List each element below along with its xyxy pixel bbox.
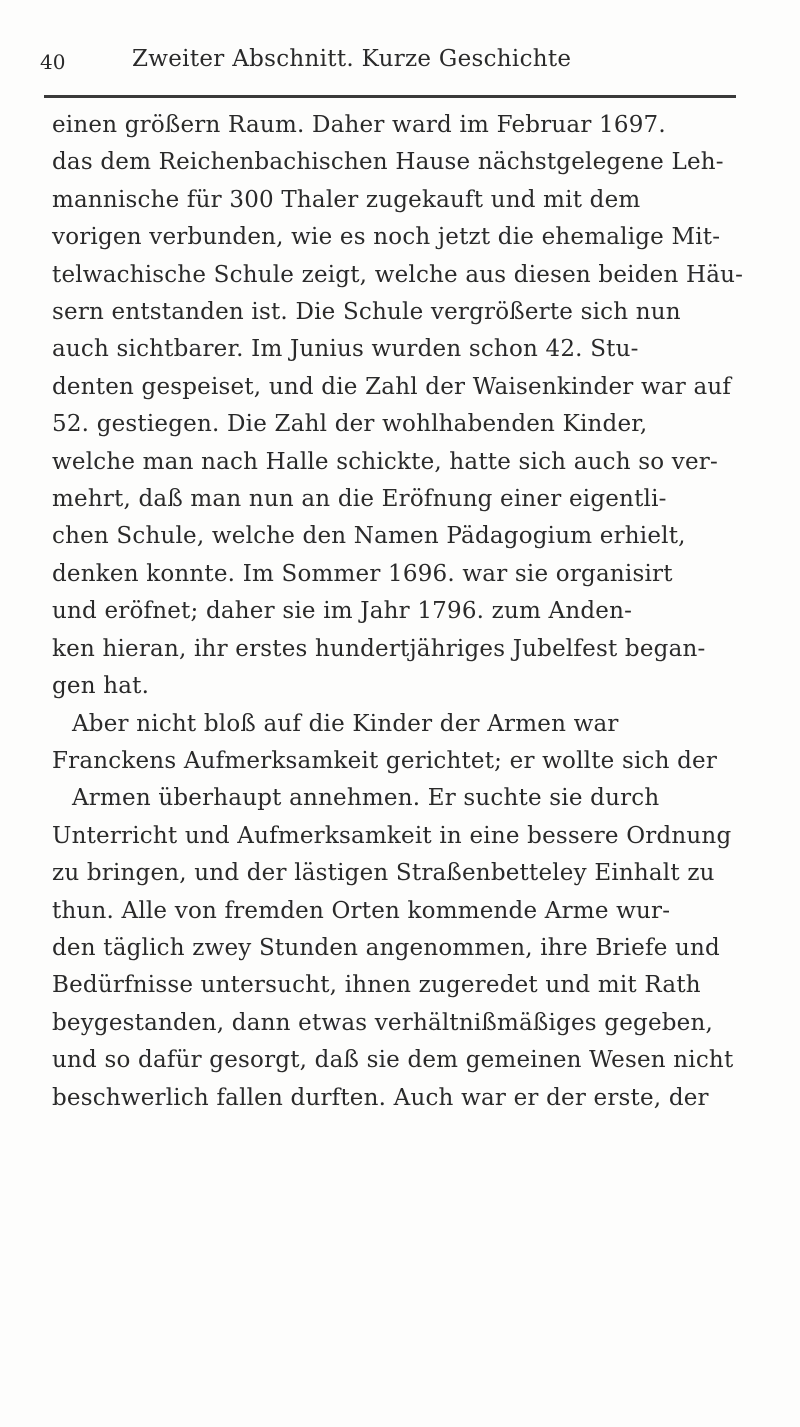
text-line: beschwerlich fallen durften. Auch war er der erste, der — [52, 1084, 709, 1111]
text-line: Franckens Aufmerksamkeit gerichtet; er wollte sich der — [52, 747, 718, 774]
text-line: mehrt, daß man nun an die Eröfnung einer eigentli- — [52, 486, 667, 513]
text-line: gen hat. — [52, 673, 150, 700]
text-line: den täglich zwey Stunden angenommen, ihre Briefe und — [52, 934, 720, 961]
text-line: sern entstanden ist. Die Schule vergrößerte sich nun — [52, 299, 681, 326]
text-line: denken konnte. Im Sommer 1696. war sie organisirt — [52, 560, 673, 587]
paragraph-start-line: Aber nicht bloß auf die Kinder der Armen war — [72, 710, 619, 737]
body-text — [52, 107, 742, 1117]
text-line: chen Schule, welche den Namen Pädagogium erhielt, — [52, 523, 686, 550]
text-line: welche man nach Halle schickte, hatte sich auch so ver- — [52, 448, 718, 475]
text-line: zu bringen, und der lästigen Straßenbetteley Einhalt zu — [52, 860, 715, 887]
header-rule — [44, 95, 736, 98]
text-line: das dem Reichenbachischen Hause nächstgelegene Leh- — [52, 149, 724, 176]
text-line: und eröfnet; daher sie im Jahr 1796. zum Anden- — [52, 598, 633, 625]
text-line: einen größern Raum. Daher ward im Februar 1697. — [52, 112, 666, 138]
text-line: Unterricht und Aufmerksamkeit in eine bessere Ordnung — [52, 822, 732, 849]
page-number: 40 — [40, 50, 66, 74]
text-line: telwachische Schule zeigt, welche aus diesen beiden Häu- — [52, 261, 744, 288]
text-line: mannische für 300 Thaler zugekauft und mit dem — [52, 186, 641, 213]
text-line: Armen überhaupt annehmen. Er suchte sie durch — [72, 785, 660, 812]
text-line: thun. Alle von fremden Orten kommende Arme wur- — [52, 897, 671, 924]
running-head — [40, 46, 740, 90]
text-line: 52. gestiegen. Die Zahl der wohlhabenden Kinder, — [52, 411, 648, 438]
text-line: beygestanden, dann etwas verhältnißmäßiges gegeben, — [52, 1009, 714, 1036]
text-line: ken hieran, ihr erstes hundertjähriges Jubelfest began- — [52, 635, 706, 662]
text-line: und so dafür gesorgt, daß sie dem gemeinen Wesen nicht — [52, 1047, 734, 1074]
text-line: vorigen verbunden, wie es noch jetzt die ehemalige Mit- — [52, 224, 721, 251]
text-line: auch sichtbarer. Im Junius wurden schon 42. Stu- — [52, 336, 639, 363]
running-title: Zweiter Abschnitt. Kurze Geschichte — [132, 46, 572, 72]
text-line: denten gespeiset, und die Zahl der Waisenkinder war auf — [52, 373, 732, 400]
text-line: Bedürfnisse untersucht, ihnen zugeredet und mit Rath — [52, 972, 701, 999]
